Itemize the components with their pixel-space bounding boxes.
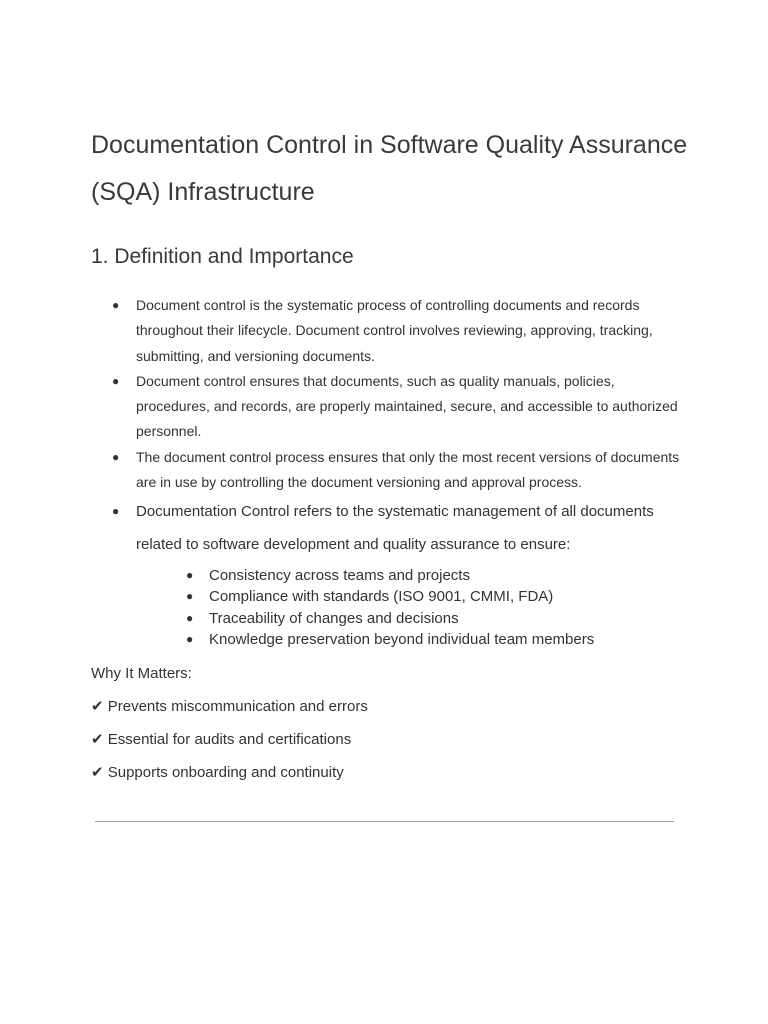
bullet-icon: ● (186, 631, 194, 646)
bullet-icon: ● (186, 589, 194, 604)
list-item-text: The document control process ensures that only the most recent versions of documents are in use by controlling the document versioning and approval process. (136, 448, 680, 491)
list-item (110, 293, 680, 369)
bullet-icon: ● (112, 504, 120, 519)
list-item-text: Document control is the systematic process of controlling documents and records throughout their lifecycle. Document control involves reviewing, approving, tracking, submitting, and versioning documents. (136, 297, 653, 364)
bullet-icon: ● (112, 373, 120, 388)
check-list-item: ✔ Supports onboarding and continuity (91, 764, 344, 781)
sub-list-item-text: Compliance with standards (ISO 9001, CMMI, FDA) (209, 588, 554, 606)
why-it-matters-list (91, 696, 368, 795)
why-it-matters-label: Why It Matters: (91, 665, 192, 682)
sub-list-item (186, 565, 666, 586)
list-item (110, 369, 680, 445)
list-item (110, 445, 680, 496)
sub-list-item (186, 586, 666, 607)
bullet-icon: ● (112, 449, 120, 464)
page-title: Documentation Control in Software Quality Assurance (SQA) Infrastructure (91, 131, 688, 206)
sub-list-item-text: Consistency across teams and projects (209, 567, 470, 584)
sub-list-item (186, 608, 666, 629)
check-list-item: ✔ Essential for audits and certifications (91, 731, 352, 748)
bullet-icon: ● (186, 568, 194, 582)
list-item (110, 495, 680, 561)
horizontal-divider (95, 821, 674, 822)
sub-list-item (186, 629, 666, 650)
sub-bullet-list (186, 565, 666, 650)
bullet-icon: ● (186, 610, 194, 625)
bullet-icon: ● (112, 298, 120, 312)
section-heading: 1. Definition and Importance (91, 245, 354, 268)
sub-list-item-text: Knowledge preservation beyond individual team members (209, 630, 595, 648)
sub-list-item-text: Traceability of changes and decisions (209, 609, 459, 627)
list-item-text: Documentation Control refers to the systematic management of all documents related to software development and quality assurance to ensure: (136, 503, 654, 554)
list-item-text: Document control ensures that documents, such as quality manuals, policies, procedures, and records, are properly maintained, secure, and accessible to authorized personnel. (136, 372, 678, 440)
bullet-list (110, 293, 680, 561)
check-list-item: ✔ Prevents miscommunication and errors (91, 698, 368, 715)
